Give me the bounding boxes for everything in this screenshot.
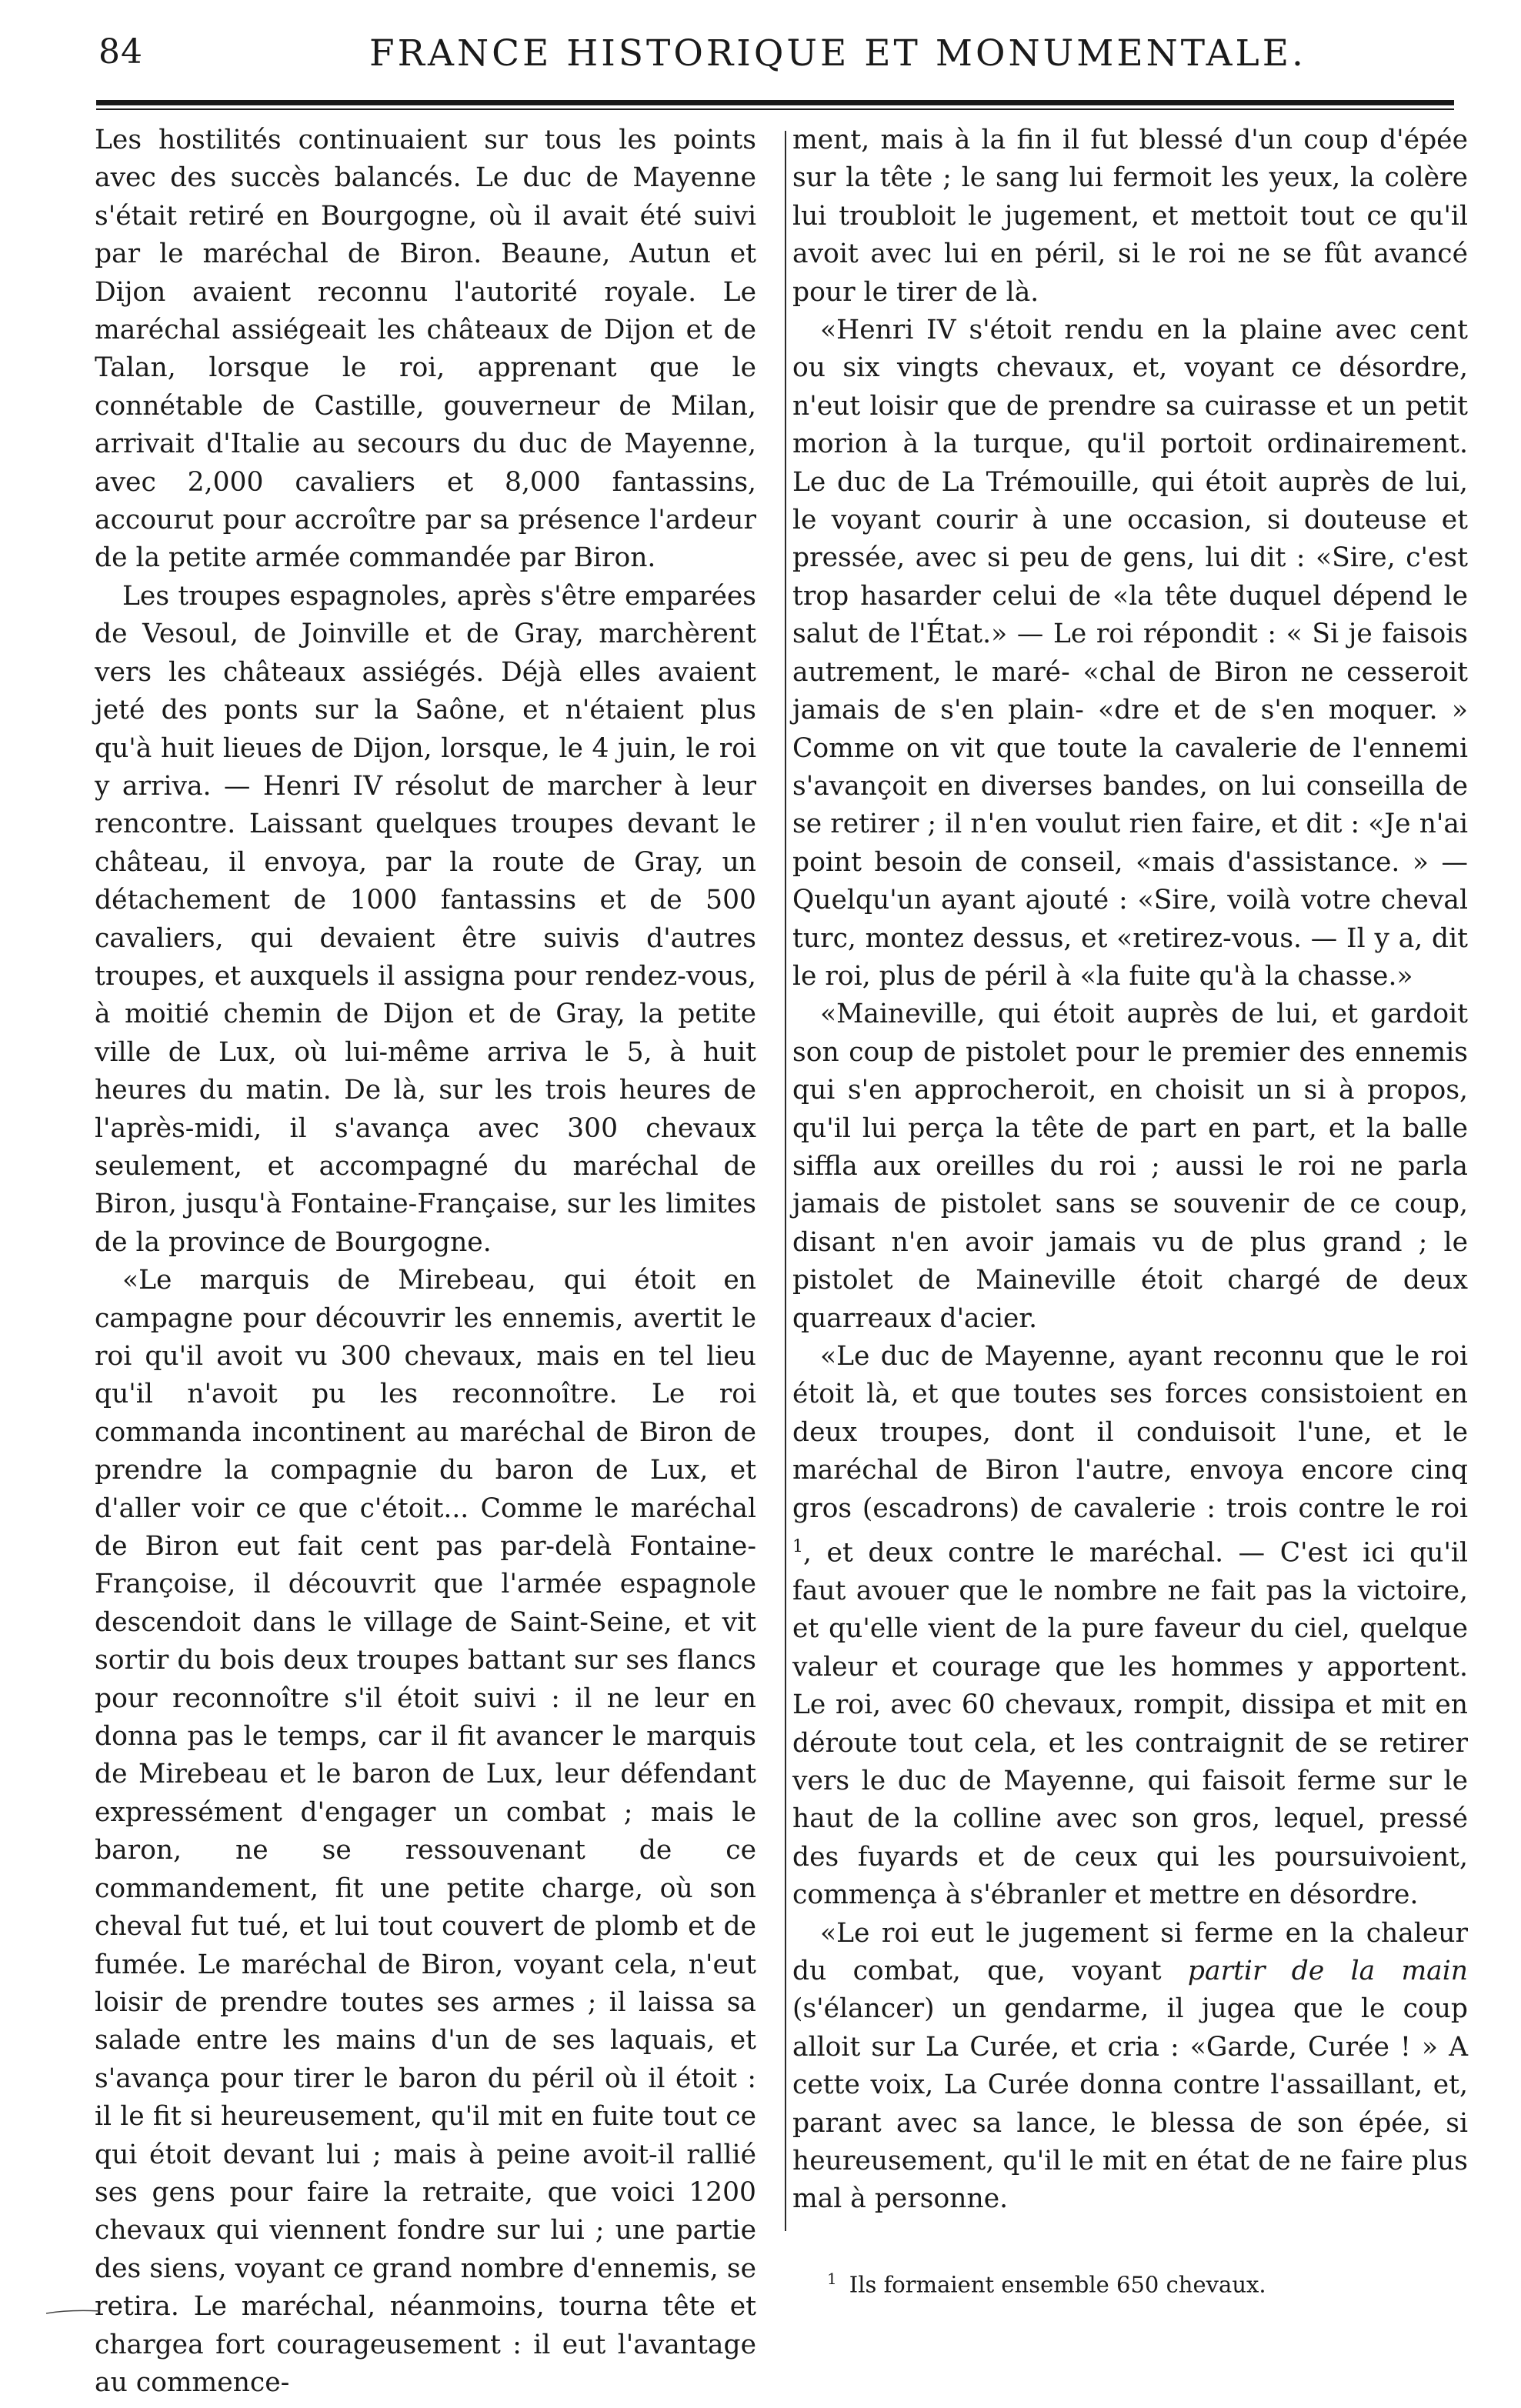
header-rule-thick [96,100,1454,105]
paragraph: «Le marquis de Mirebeau, qui étoit en campagne pour découvrir les ennemis, avertit le roi qu'il avoit vu 300 chevaux, mais en tel lieu qu'il n'avoit pu les reconnoître. Le roi commanda incontinent au maréchal de Biron de prendre la compagnie du baron de Lux, et d'aller voir ce que c'étoit... Comme le maréchal de Biron eut fait cent pas par-delà Fontaine-Françoise, il découvrit que l'armée espagnole descendoit dans le village de Saint-Seine, et vit sortir du bois deux troupes battant sur ses flancs pour reconnoître s'il étoit suivi : il ne leur en donna pas le temps, car il fit avancer le marquis de Mirebeau et le baron de Lux, leur défendant expressément d'engager un combat ; mais le baron, ne se ressouvenant de ce commandement, fit une petite charge, où son cheval fut tué, et lui tout couvert de plomb et de fumée. Le maréchal de Biron, voyant cela, n'eut loisir de prendre toutes ses armes ; il laissa sa salade entre les mains d'un de ses laquais, et s'avança pour tirer le baron du péril où il étoit : il le fit si heureusement, qu'il mit en fuite tout ce qui étoit devant lui ; mais à peine avoit-il rallié ses gens pour faire la retraite, que voici 1200 chevaux qui viennent fondre sur lui ; une partie des siens, voyant ce grand nombre d'ennemis, se retira. Le maréchal, néanmoins, tourna tête et chargea fort courageusement : il eut l'avantage au commence- [95,1265,756,2398]
footnote [827,2263,1458,2300]
right-column [792,122,1468,2219]
column-divider [785,131,786,2231]
italic-phrase: partir de la main [1187,1956,1469,1986]
paragraph: Les hostilités continuaient sur tous les points avec des succès balancés. Le duc de Mayenne s'était retiré en Bourgogne, où il avait été suivi par le maréchal de Biron. Beaune, Autun et Dijon avaient reconnu l'autorité royale. Le maréchal assiégeait les châteaux de Dijon et de Talan, lorsque le roi, apprenant que le connétable de Castille, gouverneur de Milan, arrivait d'Italie au secours du duc de Mayenne, avec 2,000 cavaliers et 8,000 fantassins, accourut pour accroître par sa présence l'ardeur de la petite armée commandée par Biron. [95,125,756,574]
footnote-text: Ils formaient ensemble 650 chevaux. [849,2271,1266,2298]
paragraph: «Maineville, qui étoit auprès de lui, et gardoit son coup de pistolet pour le premier des ennemis qui s'en approcheroit, en choisit un si à propos, qu'il lui perça la tête de part en part, et la balle siffla aux oreilles du roi ; aussi le roi ne parla jamais de pistolet sans se souvenir de ce coup, disant n'en avoir jamais vu de plus grand ; le pistolet de Maineville étoit chargé de deux quarreaux d'acier. [792,999,1468,1334]
margin-pen-mark [46,2310,100,2314]
paragraph-text: , et deux contre le maréchal. — C'est ici qu'il faut avouer que le nombre ne fait pas la victoire, et qu'elle vient de la pure faveur du ciel, quelque valeur et courage que les hommes y apportent. Le roi, avec 60 chevaux, rompit, dissipa et mit en déroute tout cela, et les contraignit de se retirer vers le duc de Mayenne, qui faisoit ferme sur le haut de la colline avec son gros, lequel, pressé des fuyards et de ceux qui les poursuivoient, commença à s'ébranler et mettre en désordre. [792,1537,1468,1911]
paragraph: «Henri IV s'étoit rendu en la plaine avec cent ou six vingts chevaux, et, voyant ce désordre, n'eut loisir que de prendre sa cuirasse et un petit morion à la turque, qu'il portoit ordinairement. Le duc de La Trémouille, qui étoit auprès de lui, le voyant courir à une occasion, si douteuse et pressée, avec si peu de gens, lui dit : «Sire, c'est trop hasarder celui de «la tête duquel dépend le salut de l'État.» — Le roi répondit : « Si je faisois autrement, le maré- «chal de Biron ne cesseroit jamais de s'en plain- «dre et de s'en moquer. » Comme on vit que toute la cavalerie de l'ennemi s'avançoit en diverses bandes, on lui conseilla de se retirer ; il n'en voulut rien faire, et dit : «Je n'ai point besoin de conseil, «mais d'assistance. » — Quelqu'un ayant ajouté : «Sire, voilà votre cheval turc, montez dessus, et «retirez-vous. — Il y a, dit le roi, plus de péril à «la fuite qu'à la chasse.» [792,315,1468,992]
header-rule-thin [96,108,1454,110]
left-column [95,122,756,2402]
paragraph [792,1915,1468,2219]
paragraph-text: «Le roi eut le jugement si ferme en la chaleur du combat, que, voyant [792,1917,1468,1986]
paragraph-text: (s'élancer) un gendarme, il jugea que le coup alloit sur La Curée, et cria : «Garde, Curée ! » A cette voix, La Curée donna contre l'assaillant, et, parant avec sa lance, le blessa de son épée, si heureusement, qu'il le mit en état de ne faire plus mal à personne. [792,1993,1468,2215]
paragraph-text: «Le duc de Mayenne, ayant reconnu que le roi étoit là, et que toutes ses forces consistoient en deux troupes, dont il conduisoit l'une, et le maréchal de Biron l'autre, envoya encore cinq gros (escadrons) de cavalerie : trois contre le roi [792,1341,1468,1524]
footnote-marker: 1 [827,2270,837,2288]
page-number: 84 [98,32,143,72]
page-header [0,28,1521,82]
running-title: FRANCE HISTORIQUE ET MONUMENTALE. [369,32,1306,75]
paragraph [792,1338,1468,1915]
footnote-reference: 1 [792,1537,803,1557]
paragraph: ment, mais à la fin il fut blessé d'un coup d'épée sur la tête ; le sang lui fermoit les yeux, la colère lui troubloit le jugement, et mettoit tout ce qu'il avoit avec lui en péril, si le roi ne se fût avancé pour le tirer de là. [792,125,1468,308]
paragraph: Les troupes espagnoles, après s'être emparées de Vesoul, de Joinville et de Gray, marchèrent vers les châteaux assiégés. Déjà elles avaient jeté des ponts sur la Saône, et n'étaient plus qu'à huit lieues de Dijon, lorsque, le 4 juin, le roi y arriva. — Henri IV résolut de marcher à leur rencontre. Laissant quelques troupes devant le château, il envoya, par la route de Gray, un détachement de 1000 fantassins et de 500 cavaliers, qui devaient être suivis d'autres troupes, et auxquels il assigna pour rendez-vous, à moitié chemin de Dijon et de Gray, la petite ville de Lux, où lui-même arriva le 5, à huit heures du matin. De là, sur les trois heures de l'après-midi, il s'avança avec 300 chevaux seulement, et accompagné du maréchal de Biron, jusqu'à Fontaine-Française, sur les limites de la province de Bourgogne. [95,580,756,1258]
